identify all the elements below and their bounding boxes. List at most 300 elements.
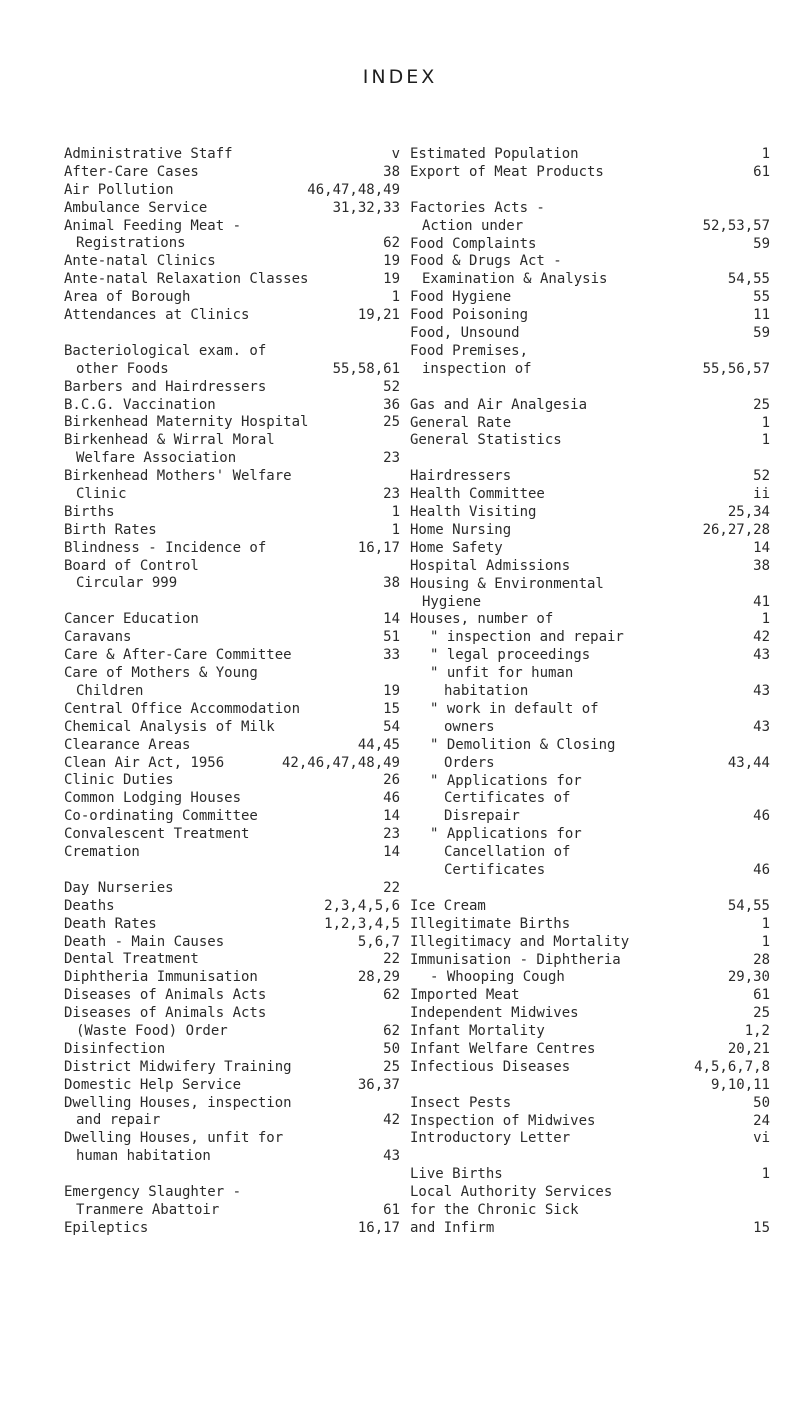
- entry-pages: 1: [761, 915, 770, 932]
- entry-text: Death Rates: [64, 915, 157, 932]
- index-entry: [410, 611, 770, 629]
- entry-pages: 52,53,57: [702, 217, 770, 234]
- entry-pages: 1: [391, 521, 400, 538]
- entry-text: Cancer Education: [64, 611, 199, 628]
- index-entry: [410, 1059, 770, 1077]
- entry-text: Inspection of Midwives: [410, 1112, 596, 1129]
- entry-text: Bacteriological exam. of: [64, 342, 267, 359]
- index-entry: [410, 325, 770, 343]
- index-entry: [410, 969, 770, 987]
- index-entry: [64, 450, 400, 468]
- index-entry: [64, 629, 400, 647]
- entry-pages: 22: [383, 879, 400, 896]
- entry-text: Estimated Population: [410, 146, 579, 162]
- index-entry: [64, 647, 400, 665]
- index-entry: [410, 522, 770, 540]
- index-entry: [64, 558, 400, 576]
- entry-pages: 11: [753, 307, 770, 324]
- entry-text: Administrative Staff: [64, 146, 233, 162]
- entry-text: Local Authority Services: [410, 1184, 613, 1201]
- entry-pages: 5,6,7: [357, 933, 400, 950]
- entry-pages: 2,3,4,5,6: [324, 897, 400, 914]
- index-entry: [410, 307, 770, 325]
- index-entry: [410, 1220, 770, 1238]
- entry-text: Housing & Environmental: [410, 575, 604, 592]
- index-entry: [410, 1095, 770, 1113]
- entry-text: Hygiene: [422, 593, 482, 610]
- entry-pages: 36: [383, 396, 400, 413]
- entry-text: General Rate: [410, 414, 512, 431]
- group-spacer: [410, 450, 770, 468]
- entry-text: Action under: [422, 217, 524, 234]
- index-entry: [64, 755, 400, 773]
- index-entry: [410, 987, 770, 1005]
- index-entry: [64, 665, 400, 683]
- entry-pages: 61: [753, 163, 770, 180]
- index-entry: [64, 182, 400, 200]
- index-entry: [64, 379, 400, 397]
- entry-pages: 1: [761, 146, 770, 162]
- index-entry: [64, 522, 400, 540]
- entry-pages: 43,44: [727, 754, 770, 771]
- index-entry: [64, 218, 400, 236]
- index-entry: [410, 200, 770, 218]
- entry-text: Barbers and Hairdressers: [64, 378, 267, 395]
- entry-text: owners: [444, 718, 495, 735]
- index-entry: [410, 343, 770, 361]
- index-entry: [64, 486, 400, 504]
- index-entry: [410, 558, 770, 576]
- entry-pages: 50: [383, 1040, 400, 1057]
- index-entry: [64, 164, 400, 182]
- entry-text: Infant Mortality: [410, 1023, 545, 1040]
- entry-text: Birkenhead Maternity Hospital: [64, 414, 309, 431]
- group-spacer: [64, 593, 400, 611]
- entry-pages: 44,45: [357, 736, 400, 753]
- entry-pages: 1,2: [744, 1023, 770, 1040]
- index-entry: [64, 683, 400, 701]
- entry-pages: 24: [753, 1112, 770, 1129]
- entry-text: Food Poisoning: [410, 307, 529, 324]
- index-entry: [64, 737, 400, 755]
- index-entry: [410, 253, 770, 271]
- entry-pages: vi: [753, 1130, 770, 1147]
- index-entry: [410, 486, 770, 504]
- entry-text: Care of Mothers & Young: [64, 665, 258, 682]
- entry-text: Co-ordinating Committee: [64, 808, 258, 825]
- entry-pages: 43: [383, 1148, 400, 1165]
- group-spacer: [410, 379, 770, 397]
- entry-text: for the Chronic Sick: [410, 1202, 579, 1219]
- index-entry: [410, 790, 770, 808]
- index-entry: [64, 271, 400, 289]
- entry-text: Attendances at Clinics: [64, 307, 250, 324]
- entry-text: Central Office Accommodation: [64, 700, 301, 717]
- entry-pages: 54,55: [727, 271, 770, 288]
- index-entry: [64, 361, 400, 379]
- entry-pages: 36,37: [357, 1076, 400, 1093]
- entry-pages: 1: [761, 933, 770, 950]
- index-entry: [410, 844, 770, 862]
- entry-pages: 43: [753, 647, 770, 664]
- entry-pages: 54: [383, 718, 400, 735]
- entry-text: Children: [76, 682, 144, 699]
- index-entry: [64, 1130, 400, 1148]
- entry-pages: 1,2,3,4,5: [324, 915, 400, 932]
- entry-text: Day Nurseries: [64, 879, 174, 896]
- entry-text: Certificates of: [444, 790, 571, 807]
- index-entry: [64, 432, 400, 450]
- index-entry: [64, 414, 400, 432]
- index-entry: [64, 1077, 400, 1095]
- entry-text: Diseases of Animals Acts: [64, 1005, 267, 1022]
- entry-text: Death - Main Causes: [64, 933, 225, 950]
- entry-text: Food & Drugs Act -: [410, 253, 562, 270]
- entry-pages: 28,29: [357, 969, 400, 986]
- entry-text: Chemical Analysis of Milk: [64, 718, 275, 735]
- entry-pages: 59: [753, 235, 770, 252]
- entry-pages: 1: [761, 1166, 770, 1183]
- index-entry: [64, 253, 400, 271]
- index-entry: [410, 916, 770, 934]
- entry-pages: 50: [753, 1094, 770, 1111]
- entry-pages: 61: [383, 1201, 400, 1218]
- entry-text: Illegitimacy and Mortality: [410, 933, 630, 950]
- index-entry: [64, 235, 400, 253]
- entry-text: Gas and Air Analgesia: [410, 396, 588, 413]
- entry-text: Health Committee: [410, 486, 545, 503]
- index-entry: [64, 1148, 400, 1166]
- entry-text: Cancellation of: [444, 844, 571, 861]
- index-entry: [64, 1041, 400, 1059]
- entry-text: Clinic: [76, 486, 127, 503]
- entry-pages: 1: [761, 432, 770, 449]
- entry-pages: 61: [753, 987, 770, 1004]
- entry-pages: 25,34: [727, 504, 770, 521]
- index-entry: [410, 773, 770, 791]
- entry-pages: 25: [383, 1058, 400, 1075]
- index-entry: [64, 1112, 400, 1130]
- entry-pages: 23: [383, 826, 400, 843]
- index-entry: [410, 504, 770, 522]
- entry-text: Illegitimate Births: [410, 915, 571, 932]
- index-entry: [410, 755, 770, 773]
- group-spacer: [410, 182, 770, 200]
- entry-text: (Waste Food) Order: [76, 1022, 228, 1039]
- entry-pages: 19: [383, 253, 400, 270]
- index-entry: [410, 1023, 770, 1041]
- entry-text: Registrations: [76, 235, 186, 252]
- index-entry: [410, 934, 770, 952]
- index-entry: [410, 576, 770, 594]
- entry-pages: 46: [753, 808, 770, 825]
- entry-text: " work in default of: [430, 700, 599, 717]
- index-entry: [410, 1041, 770, 1059]
- index-entry: [410, 397, 770, 415]
- entry-pages: 1: [391, 503, 400, 520]
- index-entry: [64, 146, 400, 164]
- index-entry: [410, 468, 770, 486]
- entry-pages: 23: [383, 486, 400, 503]
- entry-pages: 9,10,11: [710, 1076, 770, 1093]
- entry-text: Clinic Duties: [64, 772, 174, 789]
- index-entry: [64, 880, 400, 898]
- entry-pages: 31,32,33: [332, 199, 400, 216]
- page-title: INDEX: [362, 66, 438, 88]
- entry-pages: 15: [753, 1219, 770, 1236]
- entry-text: inspection of: [422, 360, 532, 377]
- index-entry: [64, 575, 400, 593]
- entry-pages: 55: [753, 289, 770, 306]
- index-entry: [64, 504, 400, 522]
- index-entry: [410, 1130, 770, 1148]
- entry-text: Infectious Diseases: [410, 1058, 571, 1075]
- entry-text: Factories Acts -: [410, 199, 545, 216]
- entry-text: Animal Feeding Meat -: [64, 217, 242, 234]
- entry-pages: 16,17: [357, 1219, 400, 1236]
- entry-pages: 62: [383, 987, 400, 1004]
- entry-pages: v: [391, 146, 400, 162]
- entry-text: Care & After-Care Committee: [64, 647, 292, 664]
- entry-pages: 42: [753, 629, 770, 646]
- index-entry: [64, 826, 400, 844]
- index-entry: [410, 683, 770, 701]
- entry-text: Home Safety: [410, 539, 503, 556]
- index-entry: [410, 629, 770, 647]
- entry-pages: 14: [753, 539, 770, 556]
- entry-text: " legal proceedings: [430, 647, 591, 664]
- entry-text: Dwelling Houses, inspection: [64, 1094, 292, 1111]
- entry-pages: 62: [383, 1022, 400, 1039]
- entry-text: District Midwifery Training: [64, 1058, 292, 1075]
- entry-pages: 25: [753, 396, 770, 413]
- index-entry: [410, 236, 770, 254]
- entry-text: Board of Control: [64, 557, 199, 574]
- entry-text: Area of Borough: [64, 289, 191, 306]
- entry-text: Diphtheria Immunisation: [64, 969, 258, 986]
- index-entry: [64, 934, 400, 952]
- entry-pages: 26: [383, 772, 400, 789]
- entry-pages: 43: [753, 718, 770, 735]
- index-entry: [410, 701, 770, 719]
- index-entry: [410, 1113, 770, 1131]
- entry-pages: 1: [761, 414, 770, 431]
- entry-pages: 29,30: [727, 969, 770, 986]
- entry-pages: 62: [383, 235, 400, 252]
- index-entry: [410, 289, 770, 307]
- entry-pages: 25: [753, 1005, 770, 1022]
- group-spacer: [410, 1148, 770, 1166]
- index-entry: [64, 719, 400, 737]
- entry-pages: 38: [383, 575, 400, 592]
- entry-text: Live Births: [410, 1166, 503, 1183]
- entry-pages: 14: [383, 808, 400, 825]
- index-entry: [64, 200, 400, 218]
- entry-pages: 22: [383, 951, 400, 968]
- entry-text: Orders: [444, 754, 495, 771]
- index-entry: [64, 1184, 400, 1202]
- entry-pages: 38: [383, 163, 400, 180]
- index-entry: [64, 468, 400, 486]
- index-entry: [64, 808, 400, 826]
- entry-text: Disinfection: [64, 1040, 166, 1057]
- entry-text: Welfare Association: [76, 450, 237, 467]
- index-entry: [64, 540, 400, 558]
- entry-pages: 52: [383, 378, 400, 395]
- index-entry: [410, 647, 770, 665]
- entry-text: other Foods: [76, 360, 169, 377]
- entry-text: Dental Treatment: [64, 951, 199, 968]
- entry-text: Insect Pests: [410, 1094, 512, 1111]
- index-entry: [410, 719, 770, 737]
- index-entry: [64, 844, 400, 862]
- entry-text: Caravans: [64, 629, 132, 646]
- group-spacer: [64, 1166, 400, 1184]
- group-spacer: [410, 880, 770, 898]
- index-entry: [410, 271, 770, 289]
- entry-pages: 14: [383, 843, 400, 860]
- entry-pages: 19: [383, 682, 400, 699]
- entry-pages: 59: [753, 325, 770, 342]
- entry-text: habitation: [444, 683, 529, 700]
- entry-text: Common Lodging Houses: [64, 790, 242, 807]
- entry-pages: 15: [383, 700, 400, 717]
- index-entry: [410, 540, 770, 558]
- entry-text: Imported Meat: [410, 987, 520, 1004]
- index-entry: [64, 951, 400, 969]
- entry-text: Food Hygiene: [410, 289, 512, 306]
- entry-pages: 26,27,28: [702, 522, 770, 539]
- entry-pages: 55,56,57: [702, 360, 770, 377]
- entry-pages: 55,58,61: [332, 360, 400, 377]
- entry-text: Food, Unsound: [410, 325, 520, 342]
- entry-text: Immunisation - Diphtheria: [410, 951, 621, 968]
- entry-text: Births: [64, 503, 115, 520]
- index-entry: [410, 1184, 770, 1202]
- entry-text: Birkenhead Mothers' Welfare: [64, 468, 292, 485]
- entry-pages: 43: [753, 683, 770, 700]
- entry-text: human habitation: [76, 1148, 211, 1165]
- index-entry: [64, 1220, 400, 1238]
- entry-pages: ii: [753, 486, 770, 503]
- entry-pages: 19: [383, 271, 400, 288]
- left-index-column: [64, 146, 400, 1238]
- entry-text: Disrepair: [444, 808, 520, 825]
- entry-text: Circular 999: [76, 575, 178, 592]
- entry-text: Certificates: [444, 861, 546, 878]
- index-entry: [410, 862, 770, 880]
- entry-text: Emergency Slaughter -: [64, 1184, 242, 1201]
- entry-text: " unfit for human: [430, 665, 574, 682]
- entry-text: B.C.G. Vaccination: [64, 396, 216, 413]
- entry-pages: 54,55: [727, 897, 770, 914]
- entry-text: Ambulance Service: [64, 199, 208, 216]
- entry-pages: 25: [383, 414, 400, 431]
- index-entry: [410, 1166, 770, 1184]
- group-spacer: [64, 325, 400, 343]
- index-entry: [64, 987, 400, 1005]
- entry-pages: 20,21: [727, 1040, 770, 1057]
- entry-text: Epileptics: [64, 1219, 149, 1236]
- entry-text: Home Nursing: [410, 522, 512, 539]
- entry-text: Food Premises,: [410, 342, 529, 359]
- entry-text: Blindness - Incidence of: [64, 539, 267, 556]
- index-entry: [64, 343, 400, 361]
- index-entry: [64, 289, 400, 307]
- entry-pages: 51: [383, 629, 400, 646]
- entry-text: Birkenhead & Wirral Moral: [64, 432, 275, 449]
- index-entry: [410, 164, 770, 182]
- index-entry: [410, 146, 770, 164]
- entry-pages: 42,46,47,48,49: [281, 754, 400, 771]
- index-entry: [410, 665, 770, 683]
- index-entry: [410, 826, 770, 844]
- entry-text: " Demolition & Closing: [430, 736, 616, 753]
- index-entry: [410, 361, 770, 379]
- entry-pages: 52: [753, 468, 770, 485]
- entry-text: - Whooping Cough: [430, 969, 565, 986]
- entry-pages: 1: [761, 611, 770, 628]
- index-entry: [410, 594, 770, 612]
- index-entry: [64, 397, 400, 415]
- entry-text: Tranmere Abattoir: [76, 1201, 220, 1218]
- entry-text: Air Pollution: [64, 181, 174, 198]
- entry-text: Domestic Help Service: [64, 1076, 242, 1093]
- entry-text: After-Care Cases: [64, 163, 199, 180]
- entry-text: Houses, number of: [410, 611, 554, 628]
- index-entry: [64, 1005, 400, 1023]
- entry-pages: 33: [383, 647, 400, 664]
- entry-text: Cremation: [64, 843, 140, 860]
- index-entry: [64, 1059, 400, 1077]
- entry-text: Diseases of Animals Acts: [64, 987, 267, 1004]
- index-entry: [410, 898, 770, 916]
- entry-text: " Applications for: [430, 772, 582, 789]
- index-entry: [64, 898, 400, 916]
- entry-text: Export of Meat Products: [410, 163, 604, 180]
- entry-pages: 46,47,48,49: [307, 181, 400, 198]
- entry-text: Hairdressers: [410, 468, 512, 485]
- index-entry: [64, 307, 400, 325]
- entry-text: Dwelling Houses, unfit for: [64, 1130, 284, 1147]
- entry-pages: 23: [383, 450, 400, 467]
- entry-text: Clean Air Act, 1956: [64, 754, 225, 771]
- index-entry: [410, 1077, 770, 1095]
- entry-pages: 14: [383, 611, 400, 628]
- entry-pages: 1: [391, 289, 400, 306]
- index-entry: [64, 790, 400, 808]
- entry-pages: 41: [753, 593, 770, 610]
- index-entry: [410, 432, 770, 450]
- entry-text: " Applications for: [430, 826, 582, 843]
- entry-text: General Statistics: [410, 432, 562, 449]
- index-entry: [410, 415, 770, 433]
- entry-pages: 46: [753, 861, 770, 878]
- entry-text: Introductory Letter: [410, 1130, 571, 1147]
- group-spacer: [64, 862, 400, 880]
- entry-pages: 38: [753, 557, 770, 574]
- entry-pages: 28: [753, 951, 770, 968]
- entry-text: and Infirm: [410, 1219, 495, 1236]
- index-entry: [64, 1023, 400, 1041]
- entry-text: and repair: [76, 1112, 161, 1129]
- entry-text: Hospital Admissions: [410, 557, 571, 574]
- entry-text: " inspection and repair: [430, 629, 624, 646]
- index-entry: [64, 916, 400, 934]
- entry-text: Clearance Areas: [64, 736, 191, 753]
- index-entry: [64, 969, 400, 987]
- index-entry: [64, 1095, 400, 1113]
